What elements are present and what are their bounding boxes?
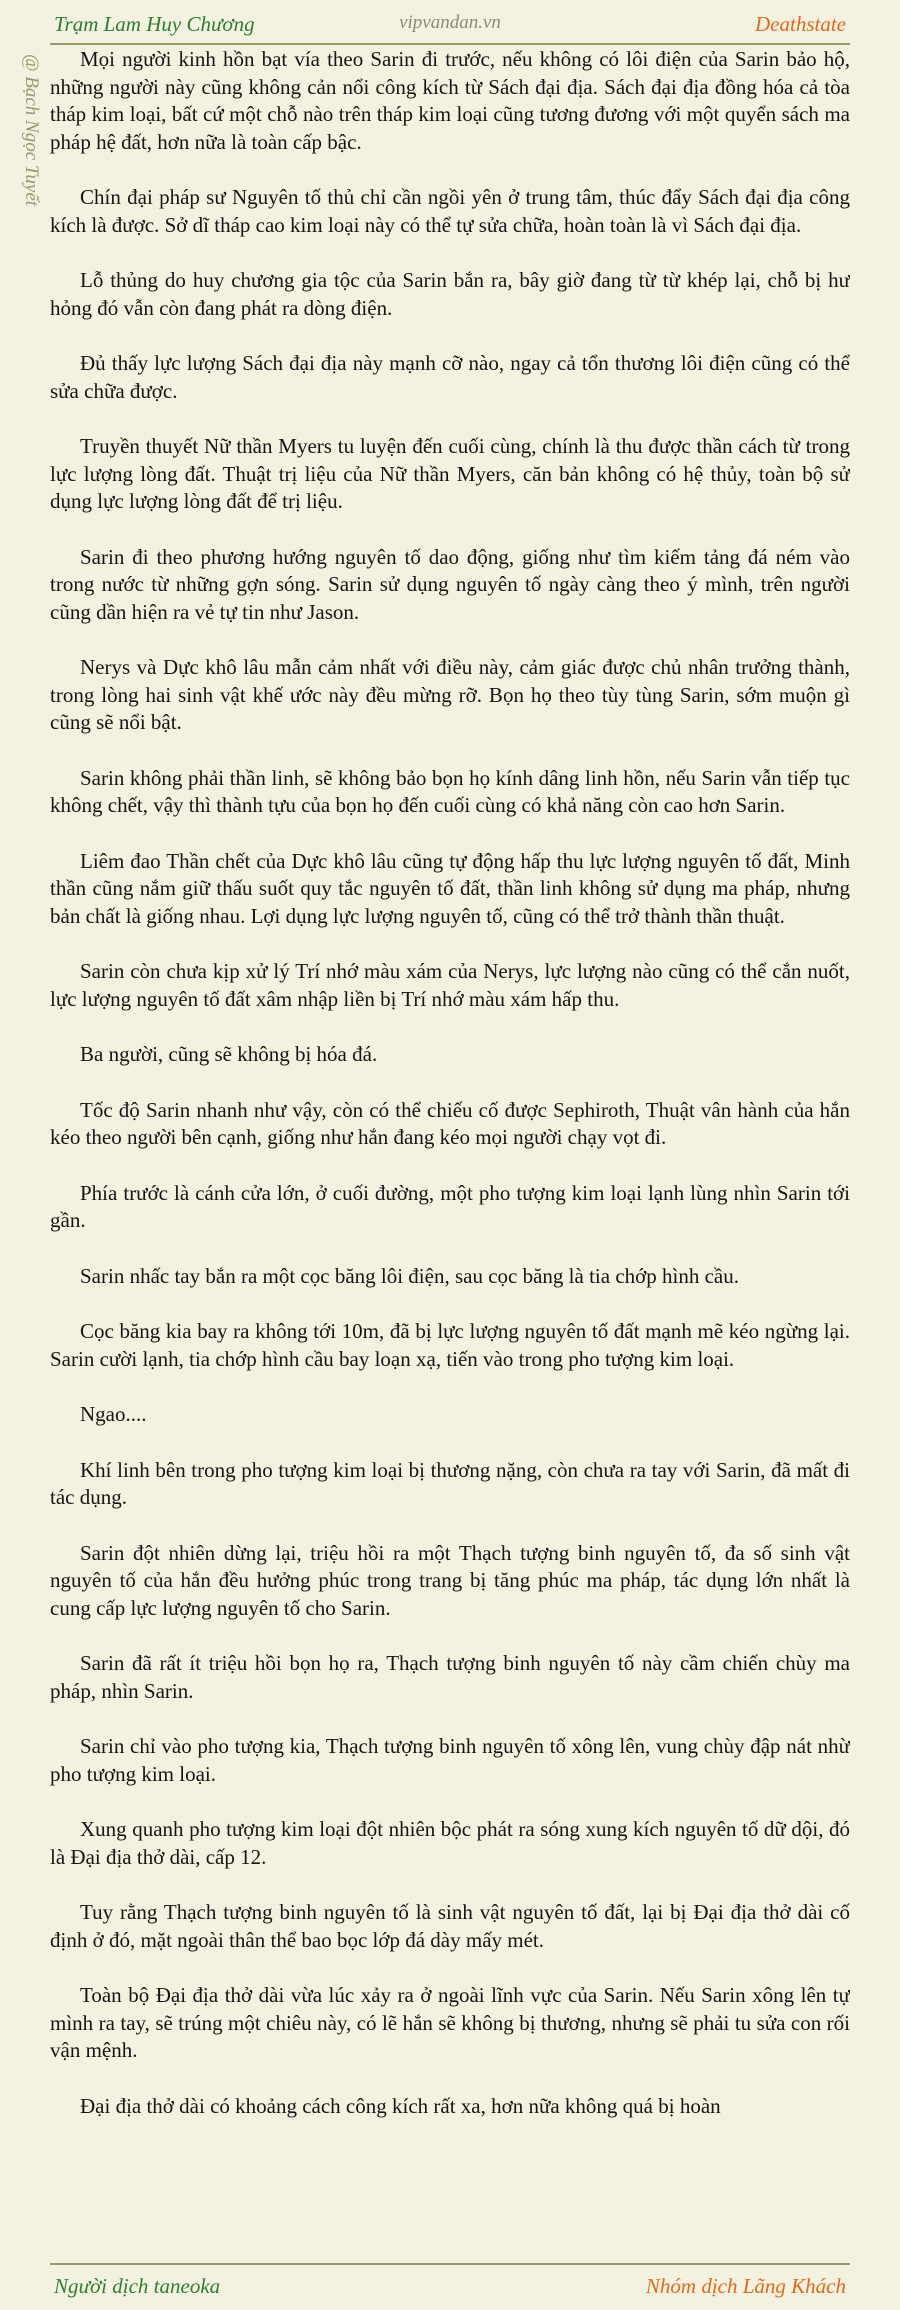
footer-translator: Người dịch taneoka <box>54 2274 221 2298</box>
header-site-name: vipvandan.vn <box>399 12 501 33</box>
paragraph: Lỗ thủng do huy chương gia tộc của Sarin bắn ra, bây giờ đang từ từ khép lại, chỗ bị hư hỏng đó vẫn còn đang phát ra dòng điện. <box>50 268 850 320</box>
header-divider <box>50 43 850 45</box>
page-footer <box>50 2268 850 2302</box>
paragraph: Tốc độ Sarin nhanh như vậy, còn có thể chiếu cố được Sephiroth, Thuật vân hành của hắn kéo theo người bên cạnh, giống như hắn đang kéo mọi người chạy vọt đi. <box>50 1097 850 1149</box>
paragraph: Ba người, cũng sẽ không bị hóa đá. <box>80 1042 378 1066</box>
paragraph: Xung quanh pho tượng kim loại đột nhiên bộc phát ra sóng xung kích nguyên tố dữ dội, đó là Đại địa thở dài, cấp 12. <box>50 1817 850 1869</box>
paragraph: Sarin đi theo phương hướng nguyên tố dao động, giống như tìm kiếm tảng đá ném vào trong nước từ những gợn sóng. Sarin sử dụng nguyên tố ngày càng theo ý mình, trên người cũng dần hiện ra vẻ tự tin như Jason. <box>50 544 850 624</box>
side-watermark: @ Bạch Ngọc Tuyết <box>21 54 42 207</box>
chapter-content <box>50 46 850 2261</box>
header-right-title: Deathstate <box>755 12 846 36</box>
paragraph: Sarin còn chưa kịp xử lý Trí nhớ màu xám của Nerys, lực lượng nào cũng có thể cắn nuốt, lực lượng nguyên tố đất xâm nhập liền bị Trí nhớ màu xám hấp thu. <box>50 959 850 1011</box>
footer-divider <box>50 2263 850 2265</box>
paragraph: Sarin chỉ vào pho tượng kia, Thạch tượng binh nguyên tố xông lên, vung chùy đập nát nhừ pho tượng kim loại. <box>50 1734 850 1786</box>
paragraph: Mọi người kinh hồn bạt vía theo Sarin đi trước, nếu không có lôi điện của Sarin bảo hộ, những người này cũng không cản nổi công kích từ Sách đại địa. Sách đại địa đồng hóa cả tòa tháp kim loại, bất cứ một chỗ nào trên tháp kim loại cũng tương đương với một quyển sách ma pháp hệ đất, hơn nữa là toàn cấp bậc. <box>50 47 850 154</box>
page-header <box>50 8 850 42</box>
paragraph: Khí linh bên trong pho tượng kim loại bị thương nặng, còn chưa ra tay với Sarin, đã mất đi tác dụng. <box>50 1457 850 1509</box>
footer-group: Nhóm dịch Lãng Khách <box>645 2274 846 2298</box>
paragraph: Sarin nhấc tay bắn ra một cọc băng lôi điện, sau cọc băng là tia chớp hình cầu. <box>80 1263 739 1288</box>
paragraph: Ngao.... <box>80 1402 147 1426</box>
paragraph: Đủ thấy lực lượng Sách đại địa này mạnh cỡ nào, ngay cả tổn thương lôi điện cũng có thể sửa chữa được. <box>50 351 850 403</box>
paragraph: Tuy rằng Thạch tượng binh nguyên tố là sinh vật nguyên tố đất, lại bị Đại địa thở dài cố định ở đó, mặt ngoài thân thể bao bọc lớp đá dày mấy mét. <box>50 1900 850 1952</box>
paragraph: Sarin đột nhiên dừng lại, triệu hồi ra một Thạch tượng binh nguyên tố, đa số sinh vật nguyên tố của hắn đều hưởng phúc trong trang bị tăng phúc ma pháp, tác dụng lớn nhất là cung cấp lực lượng nguyên tố cho Sarin. <box>50 1540 850 1620</box>
paragraph: Sarin không phải thần linh, sẽ không bảo bọn họ kính dâng linh hồn, nếu Sarin vẫn tiếp tục không chết, vậy thì thành tựu của bọn họ đến cuối cùng có khả năng còn cao hơn Sarin. <box>50 765 850 817</box>
paragraph: Toàn bộ Đại địa thở dài vừa lúc xảy ra ở ngoài lĩnh vực của Sarin. Nếu Sarin xông lên tự mình ra tay, sẽ trúng một chiêu này, có lẽ hắn sẽ không bị thương, nhưng sẽ phải tu sửa con rối vận mệnh. <box>50 1983 850 2062</box>
paragraph: Truyền thuyết Nữ thần Myers tu luyện đến cuối cùng, chính là thu được thần cách từ trong lực lượng lòng đất. Thuật trị liệu của Nữ thần Myers, căn bản không có hệ thủy, toàn bộ sử dụng lực lượng lòng đất để trị liệu. <box>50 434 850 513</box>
paragraph: Nerys và Dực khô lâu mẫn cảm nhất với điều này, cảm giác được chủ nhân trưởng thành, trong lòng hai sinh vật khế ước này đều mừng rỡ. Bọn họ theo tùy tùng Sarin, sớm muộn gì cũng sẽ nổi bật. <box>50 655 850 734</box>
paragraph: Phía trước là cánh cửa lớn, ở cuối đường, một pho tượng kim loại lạnh lùng nhìn Sarin tới gần. <box>50 1180 850 1232</box>
header-left-title: Trạm Lam Huy Chương <box>54 12 255 36</box>
paragraph: Liêm đao Thần chết của Dực khô lâu cũng tự động hấp thu lực lượng nguyên tố đất, Minh thần cũng nắm giữ thấu suốt quy tắc nguyên tố đất, thần linh không sử dụng ma pháp, nhưng bản chất là giống nhau. Lợi dụng lực lượng nguyên tố, cũng có thể trở thành thần thuật. <box>50 848 850 928</box>
paragraph: Cọc băng kia bay ra không tới 10m, đã bị lực lượng nguyên tố đất mạnh mẽ kéo ngừng lại. Sarin cười lạnh, tia chớp hình cầu bay loạn xạ, tiến vào trong pho tượng kim loại. <box>50 1319 850 1371</box>
paragraph: Chín đại pháp sư Nguyên tố thủ chỉ cần ngồi yên ở trung tâm, thúc đẩy Sách đại địa công kích là được. Sở dĩ tháp cao kim loại này có thể tự sửa chữa, hoàn toàn là vì Sách đại địa. <box>50 185 850 237</box>
paragraph: Đại địa thở dài có khoảng cách công kích rất xa, hơn nữa không quá bị hoàn <box>80 2093 721 2118</box>
paragraph: Sarin đã rất ít triệu hồi bọn họ ra, Thạch tượng binh nguyên tố này cầm chiến chùy ma pháp, nhìn Sarin. <box>50 1651 850 1703</box>
